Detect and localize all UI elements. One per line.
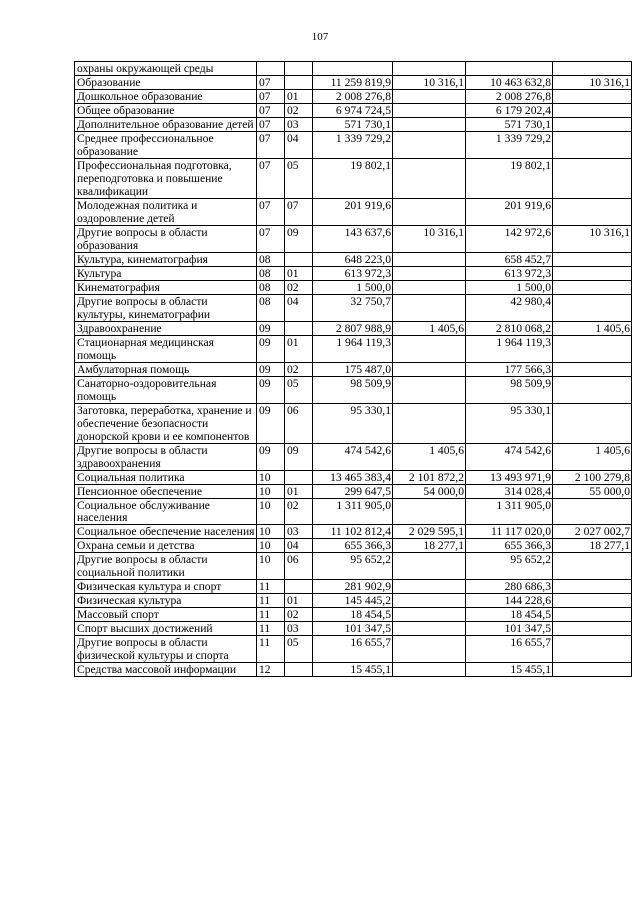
amount-cell-2 [393, 266, 466, 280]
item-name-cell: Другие вопросы в области здравоохранения [75, 443, 257, 470]
amount-cell-1: 15 455,1 [313, 663, 393, 677]
item-name-cell: Заготовка, переработка, хранение и обеспечение безопасности донорской крови и ее компонентов [75, 403, 257, 443]
subsection-code-cell: 01 [285, 335, 313, 362]
table-row [75, 335, 632, 362]
amount-cell-3: 18 454,5 [466, 608, 553, 622]
amount-cell-4: 1 405,6 [553, 443, 632, 470]
section-code-cell: 10 [257, 470, 285, 484]
amount-cell-1: 11 259 819,9 [313, 75, 393, 89]
amount-cell-3: 142 972,6 [466, 225, 553, 252]
amount-cell-2: 10 316,1 [393, 75, 466, 89]
table-row [75, 622, 632, 636]
amount-cell-4: 55 000,0 [553, 484, 632, 498]
section-code-cell: 08 [257, 280, 285, 294]
table-row [75, 580, 632, 594]
amount-cell-3: 1 500,0 [466, 280, 553, 294]
section-code-cell: 08 [257, 252, 285, 266]
table-row [75, 280, 632, 294]
amount-cell-3: 2 008 276,8 [466, 89, 553, 103]
subsection-code-cell: 03 [285, 525, 313, 539]
amount-cell-2 [393, 663, 466, 677]
section-code-cell: 07 [257, 89, 285, 103]
amount-cell-3: 1 964 119,3 [466, 335, 553, 362]
amount-cell-3: 42 980,4 [466, 294, 553, 321]
amount-cell-2 [393, 580, 466, 594]
subsection-code-cell: 02 [285, 498, 313, 525]
item-name-cell: Дополнительное образование детей [75, 117, 257, 131]
amount-cell-1: 175 487,0 [313, 362, 393, 376]
amount-cell-3: 1 311 905,0 [466, 498, 553, 525]
amount-cell-1: 98 509,9 [313, 376, 393, 403]
table-row [75, 62, 632, 76]
amount-cell-2 [393, 158, 466, 198]
subsection-code-cell: 06 [285, 403, 313, 443]
amount-cell-2 [393, 294, 466, 321]
section-code-cell: 11 [257, 608, 285, 622]
amount-cell-1: 299 647,5 [313, 484, 393, 498]
amount-cell-3: 16 655,7 [466, 636, 553, 663]
section-code-cell: 07 [257, 158, 285, 198]
amount-cell-4 [553, 266, 632, 280]
table-row [75, 75, 632, 89]
item-name-cell: Молодежная политика и оздоровление детей [75, 198, 257, 225]
amount-cell-1: 16 655,7 [313, 636, 393, 663]
amount-cell-3: 6 179 202,4 [466, 103, 553, 117]
subsection-code-cell: 01 [285, 484, 313, 498]
table-row [75, 553, 632, 580]
table-row [75, 376, 632, 403]
subsection-code-cell: 03 [285, 622, 313, 636]
amount-cell-3 [466, 62, 553, 76]
section-code-cell: 07 [257, 225, 285, 252]
amount-cell-4 [553, 89, 632, 103]
table-row [75, 403, 632, 443]
item-name-cell: Пенсионное обеспечение [75, 484, 257, 498]
amount-cell-3: 658 452,7 [466, 252, 553, 266]
subsection-code-cell: 01 [285, 266, 313, 280]
amount-cell-2 [393, 362, 466, 376]
amount-cell-2 [393, 335, 466, 362]
amount-cell-3: 201 919,6 [466, 198, 553, 225]
section-code-cell: 10 [257, 525, 285, 539]
item-name-cell: Профессиональная подготовка, переподготовка и повышение квалификации [75, 158, 257, 198]
amount-cell-4 [553, 580, 632, 594]
amount-cell-1: 32 750,7 [313, 294, 393, 321]
section-code-cell: 09 [257, 321, 285, 335]
amount-cell-3: 95 652,2 [466, 553, 553, 580]
subsection-code-cell: 02 [285, 608, 313, 622]
amount-cell-2 [393, 198, 466, 225]
section-code-cell: 11 [257, 594, 285, 608]
subsection-code-cell [285, 75, 313, 89]
section-code-cell [257, 62, 285, 76]
item-name-cell: Культура, кинематография [75, 252, 257, 266]
amount-cell-2: 1 405,6 [393, 321, 466, 335]
item-name-cell: Массовый спорт [75, 608, 257, 622]
subsection-code-cell: 07 [285, 198, 313, 225]
section-code-cell: 10 [257, 484, 285, 498]
amount-cell-3: 280 686,3 [466, 580, 553, 594]
amount-cell-2: 2 029 595,1 [393, 525, 466, 539]
amount-cell-2 [393, 622, 466, 636]
table-row [75, 89, 632, 103]
subsection-code-cell: 02 [285, 103, 313, 117]
section-code-cell: 07 [257, 117, 285, 131]
amount-cell-3: 655 366,3 [466, 539, 553, 553]
table-row [75, 103, 632, 117]
subsection-code-cell [285, 252, 313, 266]
amount-cell-4 [553, 252, 632, 266]
amount-cell-2 [393, 62, 466, 76]
table-row [75, 225, 632, 252]
table-row [75, 636, 632, 663]
subsection-code-cell: 01 [285, 89, 313, 103]
amount-cell-3: 314 028,4 [466, 484, 553, 498]
amount-cell-2 [393, 103, 466, 117]
item-name-cell: Физическая культура и спорт [75, 580, 257, 594]
section-code-cell: 09 [257, 376, 285, 403]
amount-cell-4 [553, 280, 632, 294]
amount-cell-4 [553, 376, 632, 403]
subsection-code-cell: 01 [285, 594, 313, 608]
table-row [75, 294, 632, 321]
section-code-cell: 09 [257, 362, 285, 376]
table-row [75, 252, 632, 266]
amount-cell-4 [553, 663, 632, 677]
amount-cell-1: 95 652,2 [313, 553, 393, 580]
subsection-code-cell: 04 [285, 539, 313, 553]
table-row [75, 117, 632, 131]
amount-cell-3: 11 117 020,0 [466, 525, 553, 539]
amount-cell-4 [553, 403, 632, 443]
amount-cell-4 [553, 117, 632, 131]
item-name-cell: Здравоохранение [75, 321, 257, 335]
amount-cell-3: 13 493 971,9 [466, 470, 553, 484]
section-code-cell: 10 [257, 498, 285, 525]
amount-cell-1: 1 964 119,3 [313, 335, 393, 362]
item-name-cell: Культура [75, 266, 257, 280]
amount-cell-1: 6 974 724,5 [313, 103, 393, 117]
amount-cell-4 [553, 294, 632, 321]
amount-cell-4 [553, 636, 632, 663]
item-name-cell: Другие вопросы в области культуры, кинематографии [75, 294, 257, 321]
subsection-code-cell [285, 470, 313, 484]
amount-cell-1: 281 902,9 [313, 580, 393, 594]
table-row [75, 266, 632, 280]
amount-cell-2 [393, 252, 466, 266]
item-name-cell: Физическая культура [75, 594, 257, 608]
section-code-cell: 07 [257, 103, 285, 117]
item-name-cell: Социальная политика [75, 470, 257, 484]
amount-cell-3: 474 542,6 [466, 443, 553, 470]
amount-cell-1: 571 730,1 [313, 117, 393, 131]
section-code-cell: 11 [257, 580, 285, 594]
table-row [75, 198, 632, 225]
amount-cell-4: 1 405,6 [553, 321, 632, 335]
section-code-cell: 08 [257, 294, 285, 321]
section-code-cell: 07 [257, 75, 285, 89]
amount-cell-1: 11 102 812,4 [313, 525, 393, 539]
amount-cell-2 [393, 376, 466, 403]
table-row [75, 158, 632, 198]
section-code-cell: 12 [257, 663, 285, 677]
amount-cell-3: 10 463 632,8 [466, 75, 553, 89]
table-row [75, 498, 632, 525]
section-code-cell: 08 [257, 266, 285, 280]
subsection-code-cell: 05 [285, 376, 313, 403]
amount-cell-1: 648 223,0 [313, 252, 393, 266]
amount-cell-2: 54 000,0 [393, 484, 466, 498]
subsection-code-cell: 03 [285, 117, 313, 131]
amount-cell-1 [313, 62, 393, 76]
amount-cell-3: 613 972,3 [466, 266, 553, 280]
subsection-code-cell: 05 [285, 636, 313, 663]
amount-cell-3: 1 339 729,2 [466, 131, 553, 158]
amount-cell-4 [553, 62, 632, 76]
section-code-cell: 07 [257, 131, 285, 158]
subsection-code-cell: 05 [285, 158, 313, 198]
amount-cell-1: 1 311 905,0 [313, 498, 393, 525]
section-code-cell: 07 [257, 198, 285, 225]
amount-cell-4: 2 027 002,7 [553, 525, 632, 539]
amount-cell-4: 18 277,1 [553, 539, 632, 553]
amount-cell-3: 98 509,9 [466, 376, 553, 403]
amount-cell-2 [393, 594, 466, 608]
item-name-cell: Общее образование [75, 103, 257, 117]
amount-cell-1: 18 454,5 [313, 608, 393, 622]
amount-cell-1: 613 972,3 [313, 266, 393, 280]
item-name-cell: Дошкольное образование [75, 89, 257, 103]
budget-table [74, 61, 632, 677]
amount-cell-2 [393, 89, 466, 103]
amount-cell-2 [393, 553, 466, 580]
section-code-cell: 10 [257, 539, 285, 553]
amount-cell-1: 1 339 729,2 [313, 131, 393, 158]
item-name-cell: Амбулаторная помощь [75, 362, 257, 376]
amount-cell-4: 10 316,1 [553, 75, 632, 89]
amount-cell-2: 18 277,1 [393, 539, 466, 553]
amount-cell-4: 2 100 279,8 [553, 470, 632, 484]
page-number: 107 [311, 31, 329, 43]
table-row [75, 443, 632, 470]
amount-cell-3: 144 228,6 [466, 594, 553, 608]
amount-cell-3: 101 347,5 [466, 622, 553, 636]
amount-cell-2: 1 405,6 [393, 443, 466, 470]
amount-cell-4: 10 316,1 [553, 225, 632, 252]
section-code-cell: 11 [257, 622, 285, 636]
subsection-code-cell: 09 [285, 443, 313, 470]
amount-cell-4 [553, 362, 632, 376]
amount-cell-1: 655 366,3 [313, 539, 393, 553]
table-row [75, 608, 632, 622]
section-code-cell: 11 [257, 636, 285, 663]
subsection-code-cell: 04 [285, 131, 313, 158]
subsection-code-cell: 06 [285, 553, 313, 580]
item-name-cell: Образование [75, 75, 257, 89]
amount-cell-3: 19 802,1 [466, 158, 553, 198]
amount-cell-2 [393, 280, 466, 294]
item-name-cell: Социальное обслуживание населения [75, 498, 257, 525]
amount-cell-2 [393, 403, 466, 443]
amount-cell-1: 2 008 276,8 [313, 89, 393, 103]
amount-cell-1: 101 347,5 [313, 622, 393, 636]
section-code-cell: 09 [257, 443, 285, 470]
amount-cell-2 [393, 498, 466, 525]
amount-cell-2 [393, 131, 466, 158]
amount-cell-2 [393, 608, 466, 622]
amount-cell-2 [393, 117, 466, 131]
amount-cell-3: 177 566,3 [466, 362, 553, 376]
amount-cell-4 [553, 103, 632, 117]
item-name-cell: Среднее профессиональное образование [75, 131, 257, 158]
item-name-cell: Охрана семьи и детства [75, 539, 257, 553]
amount-cell-1: 143 637,6 [313, 225, 393, 252]
item-name-cell: охраны окружающей среды [75, 62, 257, 76]
table-row [75, 321, 632, 335]
amount-cell-2: 2 101 872,2 [393, 470, 466, 484]
item-name-cell: Социальное обеспечение населения [75, 525, 257, 539]
section-code-cell: 09 [257, 403, 285, 443]
amount-cell-1: 13 465 383,4 [313, 470, 393, 484]
table-row [75, 470, 632, 484]
item-name-cell: Другие вопросы в области физической культуры и спорта [75, 636, 257, 663]
table-row [75, 539, 632, 553]
amount-cell-1: 1 500,0 [313, 280, 393, 294]
subsection-code-cell [285, 580, 313, 594]
amount-cell-1: 201 919,6 [313, 198, 393, 225]
amount-cell-4 [553, 335, 632, 362]
amount-cell-3: 15 455,1 [466, 663, 553, 677]
item-name-cell: Санаторно-оздоровительная помощь [75, 376, 257, 403]
amount-cell-4 [553, 498, 632, 525]
amount-cell-1: 19 802,1 [313, 158, 393, 198]
section-code-cell: 10 [257, 553, 285, 580]
amount-cell-1: 474 542,6 [313, 443, 393, 470]
amount-cell-4 [553, 608, 632, 622]
amount-cell-4 [553, 622, 632, 636]
item-name-cell: Средства массовой информации [75, 663, 257, 677]
item-name-cell: Кинематография [75, 280, 257, 294]
subsection-code-cell [285, 62, 313, 76]
table-body [75, 62, 632, 677]
subsection-code-cell [285, 663, 313, 677]
amount-cell-4 [553, 158, 632, 198]
table-row [75, 362, 632, 376]
subsection-code-cell: 02 [285, 280, 313, 294]
amount-cell-3: 2 810 068,2 [466, 321, 553, 335]
table-row [75, 525, 632, 539]
table-row [75, 663, 632, 677]
subsection-code-cell: 04 [285, 294, 313, 321]
item-name-cell: Стационарная медицинская помощь [75, 335, 257, 362]
subsection-code-cell: 02 [285, 362, 313, 376]
amount-cell-1: 145 445,2 [313, 594, 393, 608]
amount-cell-1: 95 330,1 [313, 403, 393, 443]
amount-cell-2: 10 316,1 [393, 225, 466, 252]
amount-cell-1: 2 807 988,9 [313, 321, 393, 335]
item-name-cell: Другие вопросы в области социальной политики [75, 553, 257, 580]
item-name-cell: Другие вопросы в области образования [75, 225, 257, 252]
amount-cell-4 [553, 594, 632, 608]
amount-cell-3: 95 330,1 [466, 403, 553, 443]
table-row [75, 594, 632, 608]
amount-cell-4 [553, 198, 632, 225]
table-row [75, 484, 632, 498]
section-code-cell: 09 [257, 335, 285, 362]
table-row [75, 131, 632, 158]
amount-cell-2 [393, 636, 466, 663]
amount-cell-4 [553, 131, 632, 158]
item-name-cell: Спорт высших достижений [75, 622, 257, 636]
amount-cell-3: 571 730,1 [466, 117, 553, 131]
amount-cell-4 [553, 553, 632, 580]
subsection-code-cell [285, 321, 313, 335]
subsection-code-cell: 09 [285, 225, 313, 252]
